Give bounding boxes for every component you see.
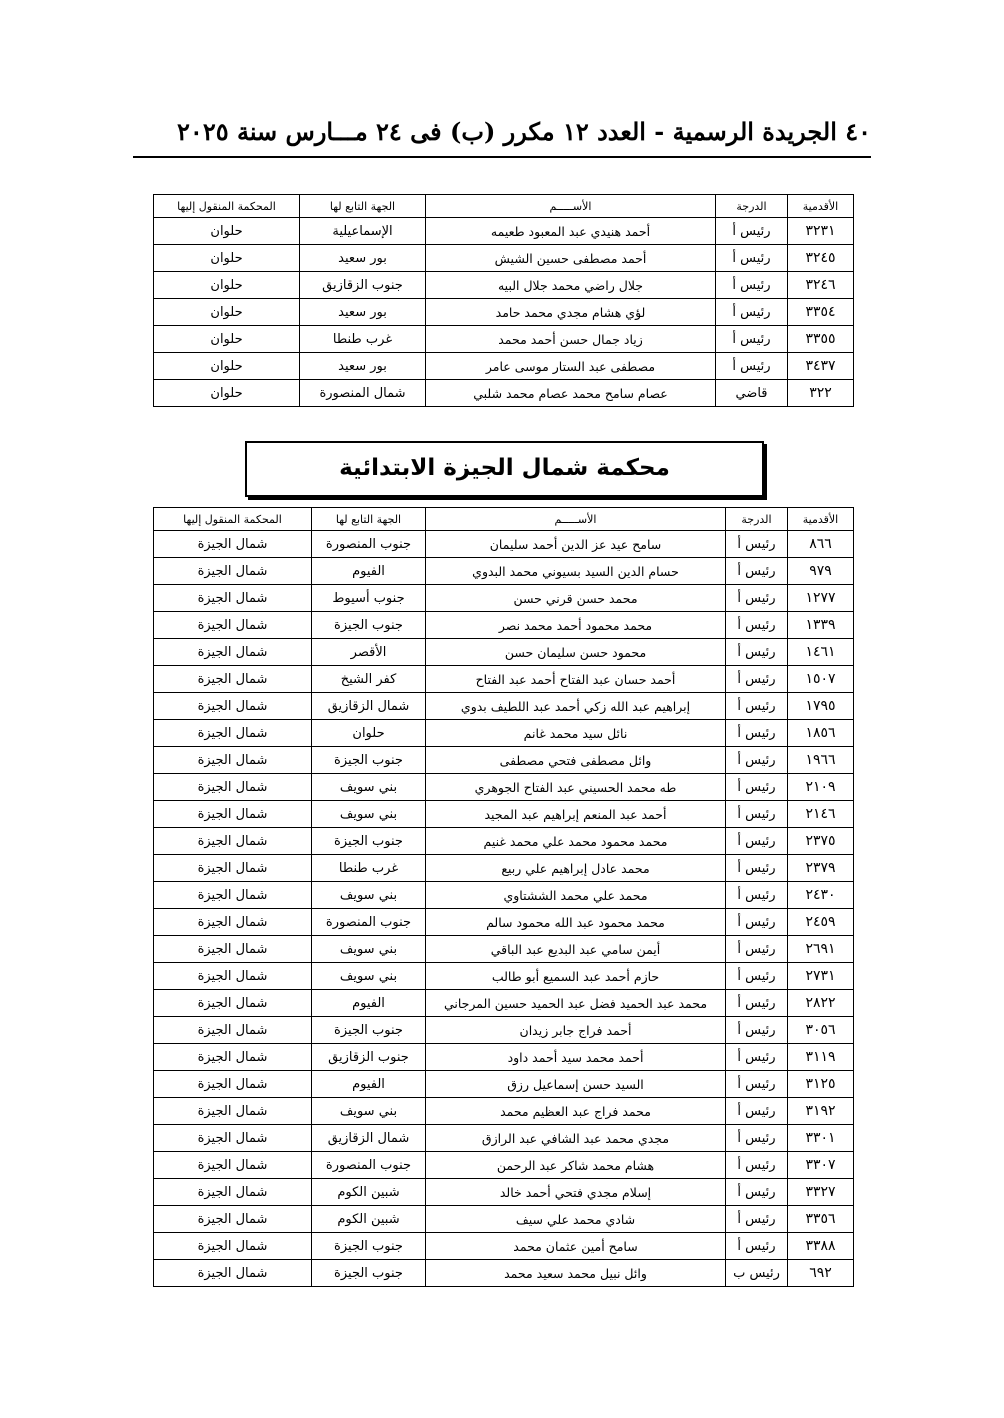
name-cell: حازم أحمد عبد السميع أبو طالب	[426, 963, 726, 990]
table-row	[154, 1152, 854, 1179]
name-cell: إبراهيم عبد الله زكي أحمد عبد اللطيف بدوي	[426, 693, 726, 720]
destination-cell: حلوان	[154, 272, 300, 299]
table-row	[154, 353, 854, 380]
grade-cell: رئيس أ	[716, 326, 788, 353]
grade-cell: رئيس ب	[726, 1260, 788, 1287]
name-cell: زياد جمال حسن أحمد محمد	[426, 326, 716, 353]
destination-cell: شمال الجيزة	[154, 1260, 312, 1287]
affiliation-cell: الأقصر	[312, 639, 426, 666]
table-row	[154, 720, 854, 747]
affiliation-cell: جنوب المنصورة	[312, 531, 426, 558]
destination-cell: شمال الجيزة	[154, 855, 312, 882]
seniority-cell: ٨٦٦	[788, 531, 854, 558]
col-grade: الدرجة	[726, 508, 788, 531]
table-row	[154, 326, 854, 353]
grade-cell: رئيس أ	[726, 774, 788, 801]
col-transferred-to: المحكمة المنقول إليها	[154, 508, 312, 531]
affiliation-cell: بني سويف	[312, 774, 426, 801]
affiliation-cell: جنوب الجيزة	[312, 1260, 426, 1287]
header-rule	[133, 156, 871, 158]
seniority-cell: ٣١٩٢	[788, 1098, 854, 1125]
col-name: الأســـــم	[426, 195, 716, 218]
grade-cell: رئيس أ	[726, 639, 788, 666]
affiliation-cell: جنوب الجيزة	[312, 1017, 426, 1044]
affiliation-cell: بور سعيد	[300, 353, 426, 380]
affiliation-cell: حلوان	[312, 720, 426, 747]
name-cell: وائل نبيل محمد سعيد محمد	[426, 1260, 726, 1287]
affiliation-cell: بني سويف	[312, 1098, 426, 1125]
destination-cell: شمال الجيزة	[154, 585, 312, 612]
seniority-cell: ٣٢٤٦	[788, 272, 854, 299]
name-cell: محمد عادل إبراهيم علي ربيع	[426, 855, 726, 882]
destination-cell: شمال الجيزة	[154, 1044, 312, 1071]
destination-cell: شمال الجيزة	[154, 693, 312, 720]
table-row	[154, 693, 854, 720]
grade-cell: رئيس أ	[716, 299, 788, 326]
grade-cell: رئيس أ	[716, 218, 788, 245]
destination-cell: شمال الجيزة	[154, 990, 312, 1017]
name-cell: محمد محمود محمد علي محمد غنيم	[426, 828, 726, 855]
name-cell: شادي محمد علي سيف	[426, 1206, 726, 1233]
seniority-cell: ٣٢٣١	[788, 218, 854, 245]
name-cell: أحمد فراج جابر زيدان	[426, 1017, 726, 1044]
grade-cell: رئيس أ	[726, 855, 788, 882]
seniority-cell: ١٨٥٦	[788, 720, 854, 747]
seniority-cell: ٣٣٨٨	[788, 1233, 854, 1260]
table-row	[154, 801, 854, 828]
name-cell: أحمد حسان عبد الفتاح أحمد عبد الفتاح	[426, 666, 726, 693]
seniority-cell: ١٤٦١	[788, 639, 854, 666]
seniority-cell: ٢٣٧٩	[788, 855, 854, 882]
seniority-cell: ١٢٧٧	[788, 585, 854, 612]
table-body	[154, 218, 854, 407]
seniority-cell: ٢٣٧٥	[788, 828, 854, 855]
grade-cell: رئيس أ	[726, 1071, 788, 1098]
table-row	[154, 612, 854, 639]
destination-cell: شمال الجيزة	[154, 720, 312, 747]
grade-cell: رئيس أ	[716, 272, 788, 299]
seniority-cell: ٦٩٢	[788, 1260, 854, 1287]
table-row	[154, 1098, 854, 1125]
affiliation-cell: شمال الزقازيق	[312, 1125, 426, 1152]
table-row	[154, 909, 854, 936]
name-cell: محمد علي محمد الششتاوي	[426, 882, 726, 909]
grade-cell: رئيس أ	[726, 747, 788, 774]
grade-cell: رئيس أ	[726, 1098, 788, 1125]
grade-cell: رئيس أ	[726, 666, 788, 693]
destination-cell: حلوان	[154, 326, 300, 353]
seniority-cell: ٢٧٣١	[788, 963, 854, 990]
grade-cell: رئيس أ	[726, 963, 788, 990]
destination-cell: حلوان	[154, 218, 300, 245]
affiliation-cell: جنوب الجيزة	[312, 612, 426, 639]
affiliation-cell: جنوب الجيزة	[312, 747, 426, 774]
seniority-cell: ٣١٢٥	[788, 1071, 854, 1098]
name-cell: سامح عيد عز الدين أحمد سليمان	[426, 531, 726, 558]
affiliation-cell: جنوب الزقازيق	[312, 1044, 426, 1071]
affiliation-cell: جنوب أسيوط	[312, 585, 426, 612]
name-cell: أحمد عبد المنعم إبراهيم عبد المجيد	[426, 801, 726, 828]
seniority-cell: ٢٤٣٠	[788, 882, 854, 909]
name-cell: أحمد مصطفى حسين الشيش	[426, 245, 716, 272]
seniority-cell: ٣١١٩	[788, 1044, 854, 1071]
destination-cell: شمال الجيزة	[154, 1125, 312, 1152]
seniority-cell: ٣٤٣٧	[788, 353, 854, 380]
table-header-row	[154, 195, 854, 218]
grade-cell: رئيس أ	[716, 353, 788, 380]
table-row	[154, 1206, 854, 1233]
grade-cell: رئيس أ	[726, 1233, 788, 1260]
grade-cell: رئيس أ	[726, 585, 788, 612]
table-row	[154, 585, 854, 612]
seniority-cell: ١٣٣٩	[788, 612, 854, 639]
seniority-cell: ٩٧٩	[788, 558, 854, 585]
grade-cell: رئيس أ	[726, 882, 788, 909]
seniority-cell: ٢١٤٦	[788, 801, 854, 828]
col-affiliation: الجهة التابع لها	[300, 195, 426, 218]
affiliation-cell: الفيوم	[312, 990, 426, 1017]
destination-cell: حلوان	[154, 353, 300, 380]
col-seniority: الأقدمية	[788, 195, 854, 218]
grade-cell: قاضي	[716, 380, 788, 407]
table-row	[154, 1233, 854, 1260]
col-affiliation: الجهة التابع لها	[312, 508, 426, 531]
table-row	[154, 855, 854, 882]
destination-cell: شمال الجيزة	[154, 963, 312, 990]
grade-cell: رئيس أ	[726, 1152, 788, 1179]
affiliation-cell: بني سويف	[312, 963, 426, 990]
grade-cell: رئيس أ	[726, 1017, 788, 1044]
seniority-cell: ٣٣٥٤	[788, 299, 854, 326]
affiliation-cell: جنوب الجيزة	[312, 1233, 426, 1260]
name-cell: مجدي محمد عبد الشافي عبد الرازق	[426, 1125, 726, 1152]
affiliation-cell: شمال الزقازيق	[312, 693, 426, 720]
destination-cell: شمال الجيزة	[154, 1152, 312, 1179]
grade-cell: رئيس أ	[726, 936, 788, 963]
table-row	[154, 828, 854, 855]
destination-cell: شمال الجيزة	[154, 558, 312, 585]
grade-cell: رئيس أ	[726, 612, 788, 639]
table-row	[154, 1071, 854, 1098]
name-cell: حسام الدين السيد بسيوني محمد البدوي	[426, 558, 726, 585]
seniority-cell: ١٥٠٧	[788, 666, 854, 693]
grade-cell: رئيس أ	[716, 245, 788, 272]
north-giza-transfers-table	[153, 507, 854, 1287]
col-seniority: الأقدمية	[788, 508, 854, 531]
affiliation-cell: الفيوم	[312, 558, 426, 585]
affiliation-cell: شبين الكوم	[312, 1179, 426, 1206]
destination-cell: شمال الجيزة	[154, 882, 312, 909]
name-cell: هشام محمد شاكر عبد الرحمن	[426, 1152, 726, 1179]
table-row	[154, 747, 854, 774]
grade-cell: رئيس أ	[726, 990, 788, 1017]
table-row	[154, 990, 854, 1017]
destination-cell: حلوان	[154, 245, 300, 272]
name-cell: أحمد محمد سيد أحمد داود	[426, 1044, 726, 1071]
seniority-cell: ٣٢٤٥	[788, 245, 854, 272]
destination-cell: حلوان	[154, 380, 300, 407]
destination-cell: شمال الجيزة	[154, 909, 312, 936]
destination-cell: شمال الجيزة	[154, 531, 312, 558]
affiliation-cell: شبين الكوم	[312, 1206, 426, 1233]
grade-cell: رئيس أ	[726, 1125, 788, 1152]
name-cell: وائل مصطفى فتحي مصطفى	[426, 747, 726, 774]
seniority-cell: ٣٣٥٥	[788, 326, 854, 353]
section-title: محكمة شمال الجيزة الابتدائية	[245, 441, 764, 497]
table-row	[154, 666, 854, 693]
destination-cell: شمال الجيزة	[154, 936, 312, 963]
seniority-cell: ٢٦٩١	[788, 936, 854, 963]
grade-cell: رئيس أ	[726, 1044, 788, 1071]
name-cell: أيمن سامي عبد البديع عبد الباقي	[426, 936, 726, 963]
name-cell: إسلام مجدي فتحي أحمد خالد	[426, 1179, 726, 1206]
affiliation-cell: جنوب المنصورة	[312, 909, 426, 936]
col-transferred-to: المحكمة المنقول إليها	[154, 195, 300, 218]
seniority-cell: ٢٨٢٢	[788, 990, 854, 1017]
destination-cell: شمال الجيزة	[154, 1179, 312, 1206]
grade-cell: رئيس أ	[726, 531, 788, 558]
destination-cell: شمال الجيزة	[154, 612, 312, 639]
table-row	[154, 272, 854, 299]
name-cell: محمد فراج عبد العظيم محمد	[426, 1098, 726, 1125]
destination-cell: شمال الجيزة	[154, 1206, 312, 1233]
affiliation-cell: جنوب الزقازيق	[300, 272, 426, 299]
name-cell: محمد محمود عبد الله محمود سالم	[426, 909, 726, 936]
destination-cell: شمال الجيزة	[154, 1071, 312, 1098]
destination-cell: شمال الجيزة	[154, 639, 312, 666]
seniority-cell: ١٧٩٥	[788, 693, 854, 720]
name-cell: عصام سامح محمد عصام محمد شلبي	[426, 380, 716, 407]
table-body	[154, 531, 854, 1287]
table-row	[154, 245, 854, 272]
name-cell: نائل سيد محمد غانم	[426, 720, 726, 747]
table-row	[154, 1017, 854, 1044]
name-cell: مصطفى عبد الستار موسى عامر	[426, 353, 716, 380]
seniority-cell: ٣٣٠٧	[788, 1152, 854, 1179]
seniority-cell: ٣٣٠١	[788, 1125, 854, 1152]
seniority-cell: ٢٤٥٩	[788, 909, 854, 936]
grade-cell: رئيس أ	[726, 693, 788, 720]
seniority-cell: ٣٣٢٧	[788, 1179, 854, 1206]
affiliation-cell: جنوب المنصورة	[312, 1152, 426, 1179]
destination-cell: شمال الجيزة	[154, 774, 312, 801]
affiliation-cell: كفر الشيخ	[312, 666, 426, 693]
grade-cell: رئيس أ	[726, 828, 788, 855]
table-row	[154, 774, 854, 801]
destination-cell: شمال الجيزة	[154, 801, 312, 828]
grade-cell: رئيس أ	[726, 558, 788, 585]
affiliation-cell: شمال المنصورة	[300, 380, 426, 407]
table-row	[154, 380, 854, 407]
destination-cell: شمال الجيزة	[154, 1098, 312, 1125]
destination-cell: حلوان	[154, 299, 300, 326]
grade-cell: رئيس أ	[726, 801, 788, 828]
affiliation-cell: بني سويف	[312, 801, 426, 828]
table-row	[154, 299, 854, 326]
affiliation-cell: بور سعيد	[300, 245, 426, 272]
name-cell: محمد عبد الحميد فضل عبد الحميد حسين المرجاني	[426, 990, 726, 1017]
destination-cell: شمال الجيزة	[154, 1233, 312, 1260]
affiliation-cell: الإسماعيلية	[300, 218, 426, 245]
affiliation-cell: بور سعيد	[300, 299, 426, 326]
destination-cell: شمال الجيزة	[154, 828, 312, 855]
destination-cell: شمال الجيزة	[154, 747, 312, 774]
seniority-cell: ٢١٠٩	[788, 774, 854, 801]
helwan-transfers-table	[153, 194, 854, 407]
table-row	[154, 218, 854, 245]
grade-cell: رئيس أ	[726, 1206, 788, 1233]
seniority-cell: ٣٠٥٦	[788, 1017, 854, 1044]
grade-cell: رئيس أ	[726, 1179, 788, 1206]
name-cell: محمد محمود أحمد محمد نصر	[426, 612, 726, 639]
table-header-row	[154, 508, 854, 531]
page-header: ٤٠ الجريدة الرسمية - العدد ١٢ مكرر (ب) فى ٢٤ مـــارس سنة ٢٠٢٥	[177, 117, 871, 146]
affiliation-cell: بني سويف	[312, 882, 426, 909]
table-row	[154, 531, 854, 558]
name-cell: محمود حسن سليمان حسن	[426, 639, 726, 666]
col-name: الأســـــم	[426, 508, 726, 531]
table-row	[154, 936, 854, 963]
name-cell: أحمد هنيدي عبد المعبود طعيمه	[426, 218, 716, 245]
table-row	[154, 1260, 854, 1287]
name-cell: محمد حسن قرني حسن	[426, 585, 726, 612]
table-row	[154, 1125, 854, 1152]
col-grade: الدرجة	[716, 195, 788, 218]
affiliation-cell: جنوب الجيزة	[312, 828, 426, 855]
name-cell: سامح أمين عثمان محمد	[426, 1233, 726, 1260]
grade-cell: رئيس أ	[726, 720, 788, 747]
table-row	[154, 963, 854, 990]
seniority-cell: ١٩٦٦	[788, 747, 854, 774]
table-row	[154, 639, 854, 666]
affiliation-cell: غرب طنطا	[312, 855, 426, 882]
seniority-cell: ٣٣٥٦	[788, 1206, 854, 1233]
affiliation-cell: الفيوم	[312, 1071, 426, 1098]
table-row	[154, 1179, 854, 1206]
table-row	[154, 882, 854, 909]
name-cell: طه محمد الحسيني عبد الفتاح الجوهري	[426, 774, 726, 801]
affiliation-cell: بني سويف	[312, 936, 426, 963]
destination-cell: شمال الجيزة	[154, 1017, 312, 1044]
affiliation-cell: غرب طنطا	[300, 326, 426, 353]
name-cell: لؤي هشام مجدي محمد حامد	[426, 299, 716, 326]
destination-cell: شمال الجيزة	[154, 666, 312, 693]
table-row	[154, 1044, 854, 1071]
name-cell: السيد حسن إسماعيل رزق	[426, 1071, 726, 1098]
grade-cell: رئيس أ	[726, 909, 788, 936]
seniority-cell: ٣٢٢	[788, 380, 854, 407]
table-row	[154, 558, 854, 585]
name-cell: جلال راضي محمد جلال البيه	[426, 272, 716, 299]
